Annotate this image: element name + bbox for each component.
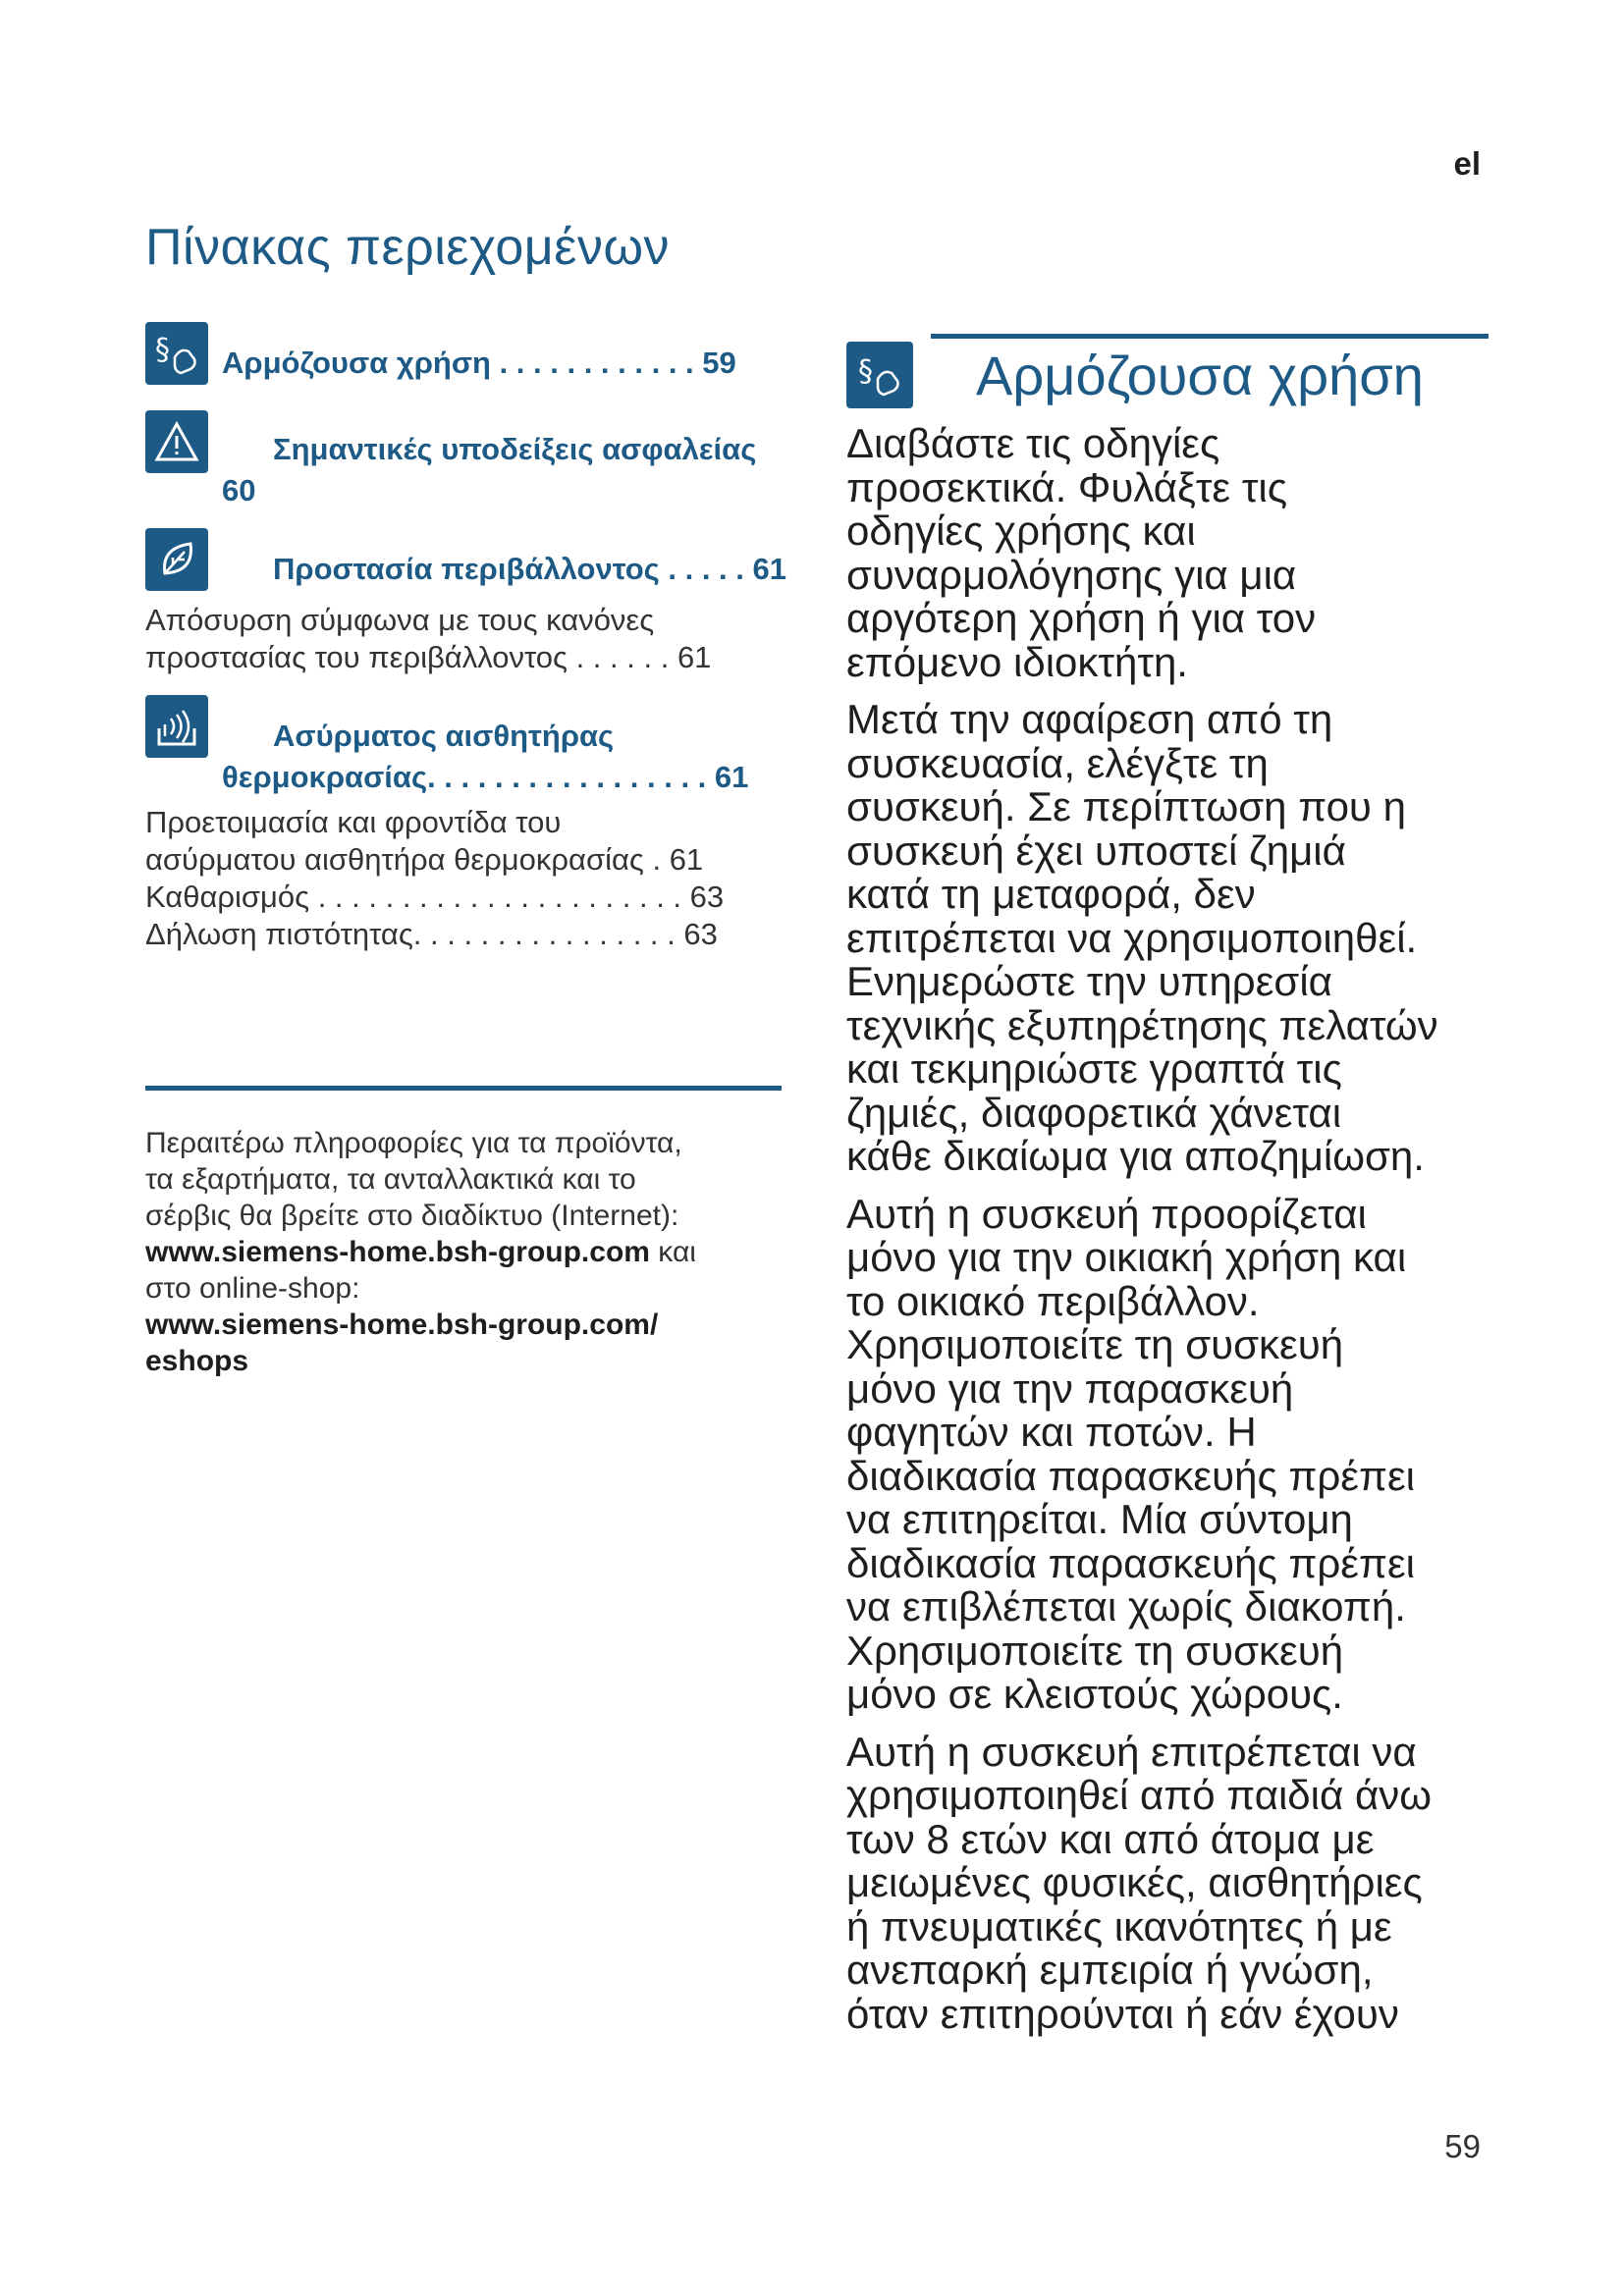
page-number: 59 — [1444, 2128, 1481, 2164]
language-code: el — [1453, 145, 1481, 182]
toc-entry-sensor-line2: θερμοκρασίας. . . . . . . . . . . . . . . . . 61 — [222, 760, 749, 794]
toc-entry-environment[interactable]: Προστασία περιβάλλοντος . . . . . 61 — [273, 552, 786, 586]
section-body — [846, 422, 1494, 2050]
divider-left — [145, 1086, 782, 1091]
svg-text:§: § — [858, 354, 873, 389]
eshop-link-part-2[interactable]: eshops — [145, 1345, 249, 1377]
toc-entry-proper-use[interactable]: Αρμόζουσα χρήση . . . . . . . . . . . . 59 — [222, 346, 736, 380]
info-line-6 — [145, 1307, 793, 1343]
section-title: Αρμόζουσα χρήση — [976, 345, 1424, 406]
info-line-1: Περαιτέρω πληροφορίες για τα προϊόντα, — [145, 1127, 682, 1159]
info-and: και — [649, 1236, 696, 1268]
toc-sub-care-2[interactable]: ασύρματου αισθητήρα θερμοκρασίας . 61 — [145, 842, 704, 877]
toc-entry-safety[interactable]: Σημαντικές υποδείξεις ασφαλείας — [273, 432, 757, 466]
paragraph-hand-icon — [145, 322, 208, 385]
paragraph-hand-icon — [846, 342, 913, 408]
paragraph-2: Μετά την αφαίρεση από τη συσκευασία, ελέγξτε τη συσκευή. Σε περίπτωση που η συσκευή έχει υποστεί ζημιά κατά τη μεταφορά, δεν επιτρέπεται να χρησιμοποιηθεί. Ενημερώστε την υπηρεσία τεχνικής εξυπηρέτησης πελατών και τεκμηριώστε γραπτά τις ζημιές, διαφορετικά χάνεται κάθε δικαίωμα για αποζημίωση. — [846, 696, 1438, 1179]
info-line-5: στο online-shop: — [145, 1272, 360, 1305]
toc-sub-disposal-2[interactable]: προστασίας του περιβάλλοντος . . . . . . 61 — [145, 640, 712, 674]
toc-sub-care-1: Προετοιμασία και φροντίδα του — [145, 805, 562, 839]
website-link[interactable]: www.siemens-home.bsh-group.com — [145, 1236, 650, 1268]
divider-right — [931, 334, 1489, 339]
info-line-4 — [145, 1234, 793, 1270]
toc-sub-declaration[interactable]: Δήλωση πιστότητας. . . . . . . . . . . . . . . . 63 — [145, 917, 718, 951]
toc-sub-cleaning[interactable]: Καθαρισμός . . . . . . . . . . . . . . . . . . . . . . 63 — [145, 880, 725, 914]
info-block — [145, 1125, 793, 1379]
warning-triangle-icon — [145, 410, 208, 473]
eshop-link-part-1[interactable]: www.siemens-home.bsh-group.com/ — [145, 1308, 659, 1341]
info-line-2: τα εξαρτήματα, τα ανταλλακτικά και το — [145, 1163, 636, 1196]
info-line-7 — [145, 1343, 793, 1379]
toc-entry-safety-page: 60 — [222, 473, 256, 507]
svg-text:§: § — [155, 333, 170, 367]
toc-entry-sensor[interactable]: Ασύρματος αισθητήρας — [273, 719, 615, 753]
wireless-sensor-icon — [145, 695, 208, 758]
paragraph-3: Αυτή η συσκευή προορίζεται μόνο για την οικιακή χρήση και το οικιακό περιβάλλον. Χρησιμοποιείτε τη συσκευή μόνο για την παρασκευή φαγητών και ποτών. Η διαδικασία παρασκευής πρέπει να επιτηρείται. Μία σύντομη διαδικασία παρασκευής πρέπει να επιβλέπεται χωρίς διακοπή. Χρησιμοποιείτε τη συσκευή μόνο σε κλειστούς χώρους. — [846, 1190, 1416, 1717]
toc-sub-disposal-1: Απόσυρση σύμφωνα με τους κανόνες — [145, 603, 655, 637]
paragraph-1: Διαβάστε τις οδηγίες προσεκτικά. Φυλάξτε τις οδηγίες χρήσης και συναρμολόγησης για μια αργότερη χρήση ή για τον επόμενο ιδιοκτήτη. — [846, 420, 1317, 685]
toc-title: Πίνακας περιεχομένων — [145, 219, 671, 276]
info-line-3: σέρβις θα βρείτε στο διαδίκτυο (Internet): — [145, 1200, 679, 1232]
leaf-icon — [145, 528, 208, 591]
paragraph-4: Αυτή η συσκευή επιτρέπεται να χρησιμοποιηθεί από παιδιά άνω των 8 ετών και από άτομα με μειωμένες φυσικές, αισθητήριες ή πνευματικές ικανότητες ή με ανεπαρκή εμπειρία ή γνώση, όταν επιτηρούνται ή εάν έχουν — [846, 1728, 1433, 2037]
